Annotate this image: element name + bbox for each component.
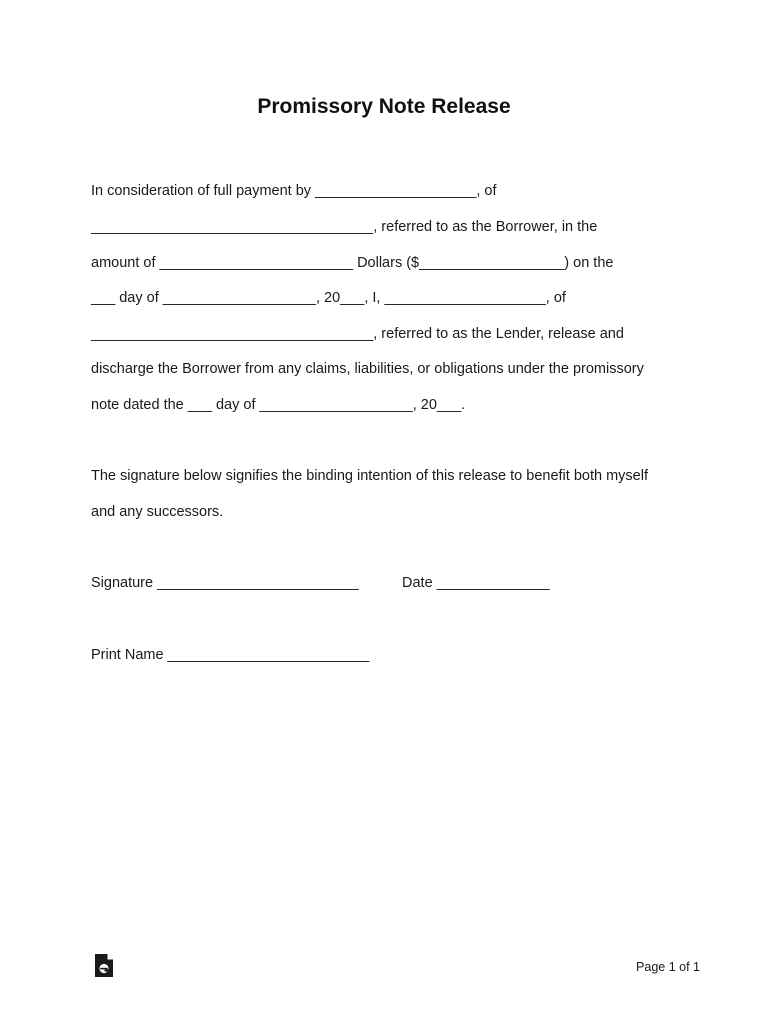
- print-name-field: Print Name _________________________: [91, 647, 370, 663]
- date-field: Date ______________: [402, 575, 550, 591]
- paragraph-line: The signature below signifies the binding intention of this release to benefit both myself: [91, 468, 648, 484]
- paragraph-line: and any successors.: [91, 504, 224, 520]
- paragraph-line: discharge the Borrower from any claims, liabilities, or obligations under the promissory: [91, 361, 644, 377]
- paragraph-line: note dated the ___ day of ___________________, 20___.: [91, 397, 466, 413]
- document-title: Promissory Note Release: [257, 95, 511, 118]
- paragraph-line: ___________________________________, referred to as the Borrower, in the: [91, 219, 598, 235]
- paragraph-line: amount of ________________________ Dollars ($__________________) on the: [91, 255, 614, 271]
- page-number: Page 1 of 1: [636, 960, 700, 974]
- paragraph-line: ___ day of ___________________, 20___, I, ____________________, of: [91, 290, 566, 306]
- eforms-logo-icon: [94, 953, 114, 978]
- paragraph-line: In consideration of full payment by ____________________, of: [91, 183, 497, 199]
- signature-field: Signature _________________________: [91, 575, 359, 591]
- paragraph-line: ___________________________________, referred to as the Lender, release and: [91, 326, 624, 342]
